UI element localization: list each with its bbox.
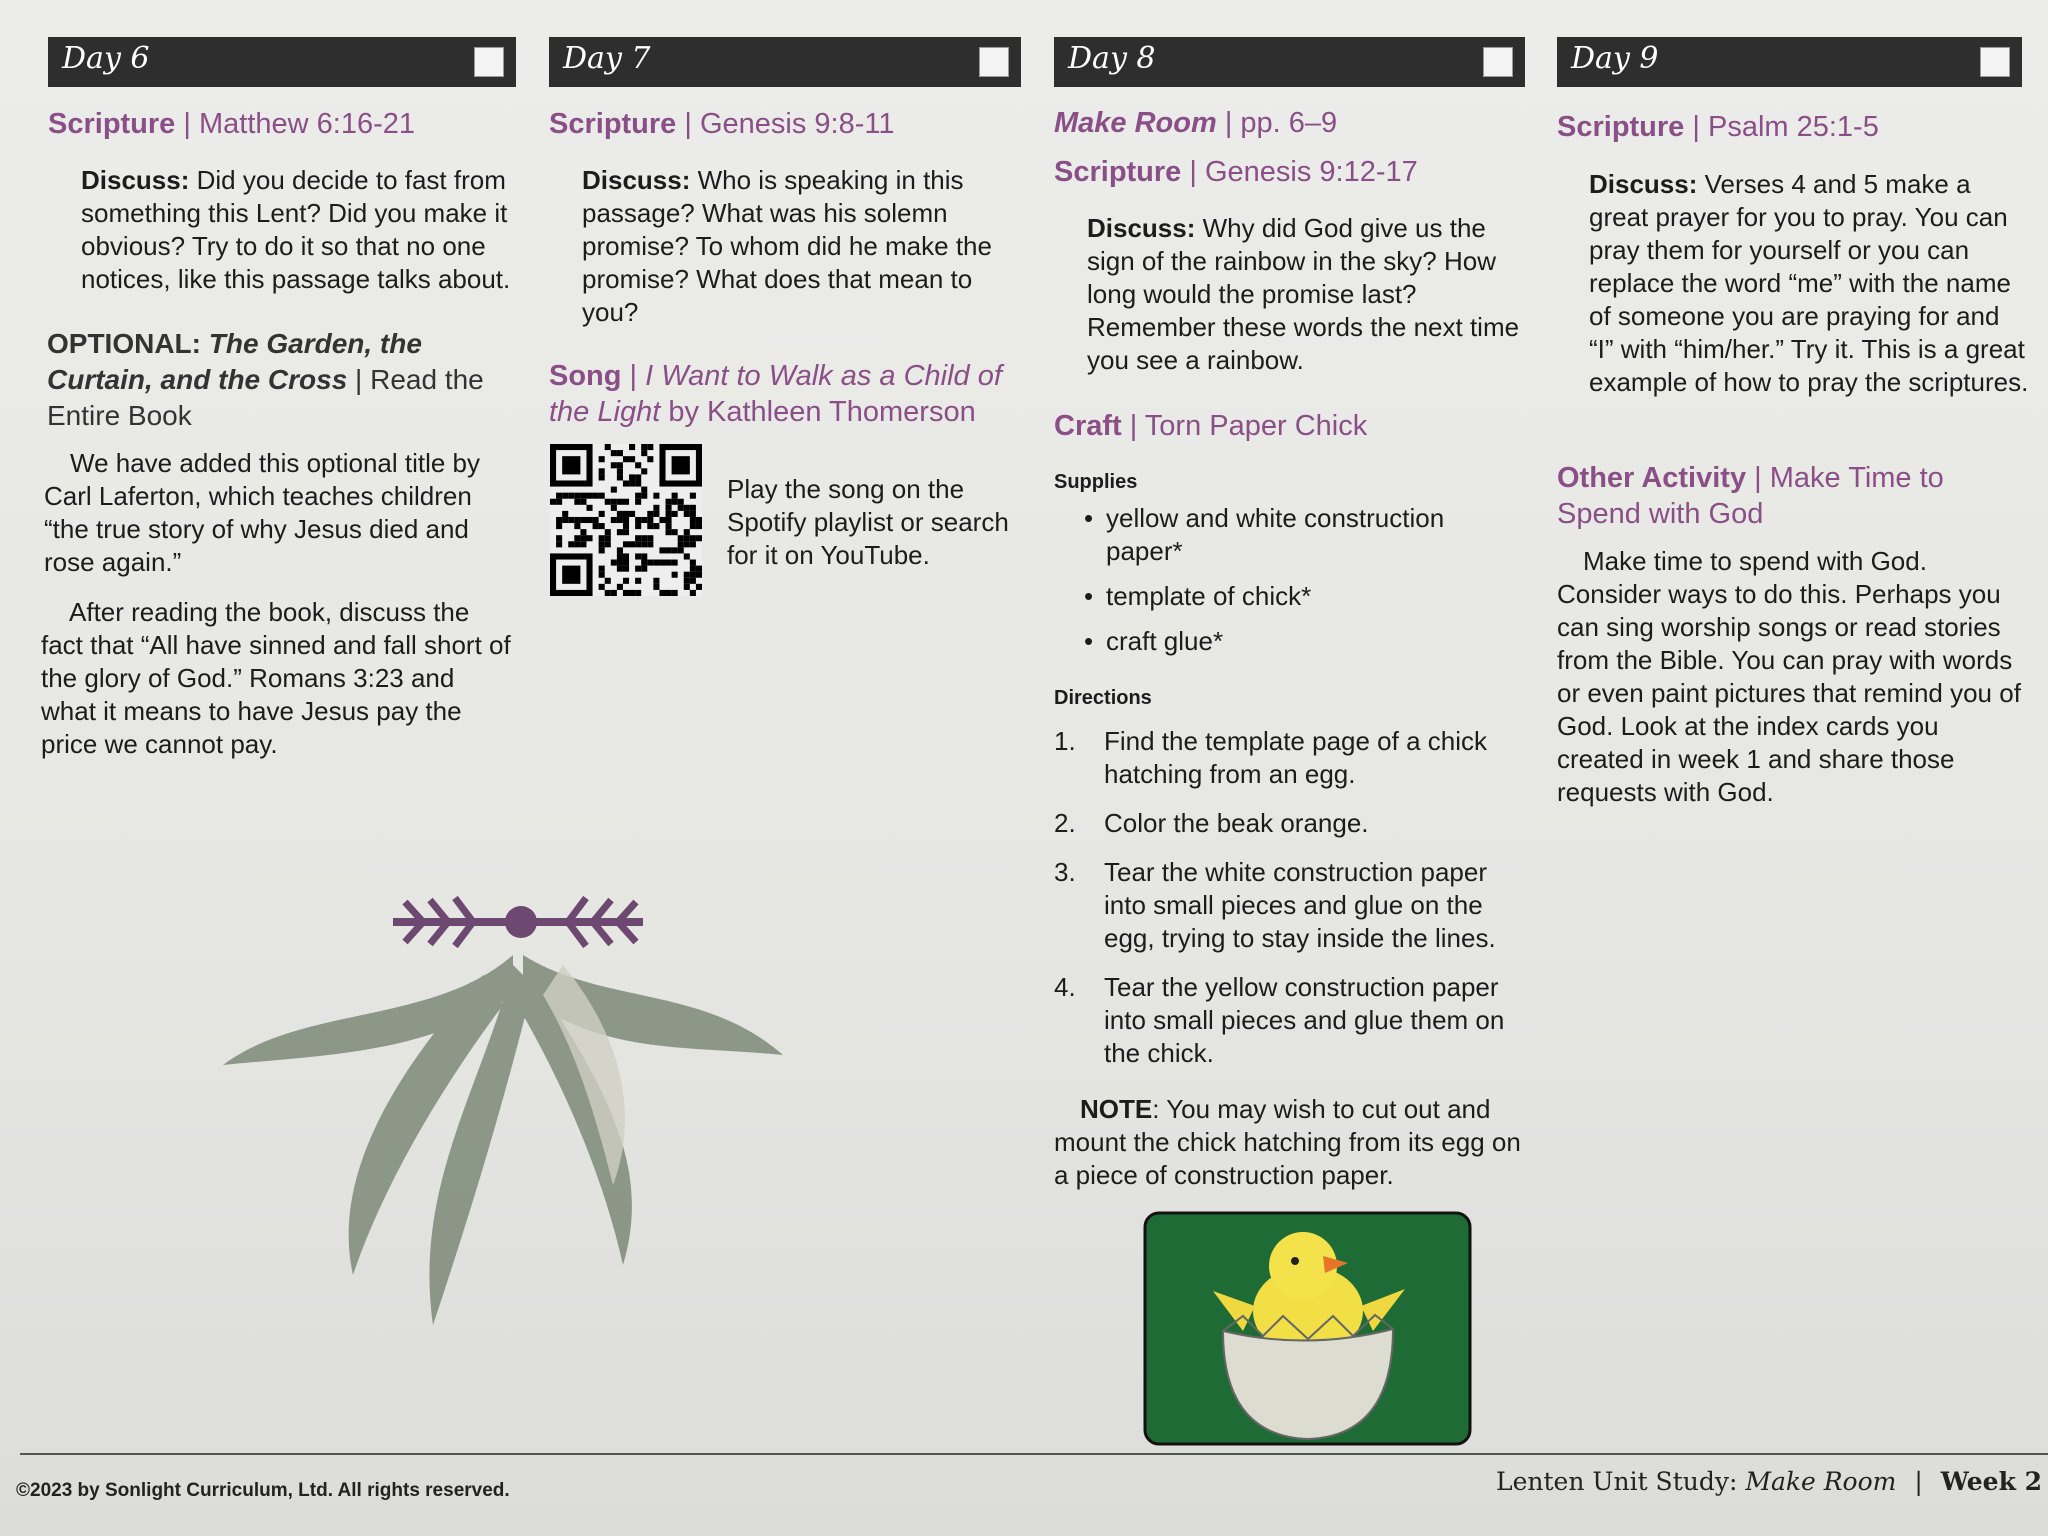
week-label: Week 2: [1940, 1467, 2042, 1496]
separator: |: [1914, 1467, 1923, 1496]
number: 4.: [1054, 972, 1076, 1002]
text: : You may wish to cut out and mount the chick hatching from its egg on a piece of construction paper.: [1054, 1094, 1521, 1190]
number: 2.: [1054, 808, 1076, 838]
song-heading: Song | I Want to Walk as a Child of the Light by Kathleen Thomerson: [549, 360, 1002, 428]
text: Find the template page of a chick hatching from an egg.: [1104, 726, 1488, 789]
other-activity-heading: Other Activity | Make Time to Spend with God: [1557, 462, 1944, 530]
qr-instructions: Play the song on the Spotify playlist or search for it on YouTube.: [727, 474, 1009, 570]
author: by Kathleen Thomerson: [668, 396, 976, 428]
title: The Garden, the Curtain, and the Cross: [47, 328, 422, 395]
footer-title: [1496, 1465, 2042, 1498]
checkbox[interactable]: [979, 47, 1009, 77]
directions-label: Directions: [1054, 687, 1152, 709]
label: NOTE: [1080, 1094, 1153, 1124]
number: 1.: [1054, 726, 1076, 756]
scripture-heading: Scripture | Genesis 9:12-17: [1054, 156, 1418, 188]
directions-list: [1054, 725, 1534, 1086]
list-item: [1054, 725, 1534, 791]
day-label: Day 8: [1068, 41, 1156, 76]
text: Color the beak orange.: [1104, 808, 1369, 838]
text: Tear the yellow construction paper into small pieces and glue them on the chick.: [1104, 972, 1505, 1068]
qr-code-icon[interactable]: [549, 444, 703, 596]
day-label: Day 6: [62, 41, 150, 76]
copyright: ©2023 by Sonlight Curriculum, Ltd. All rights reserved.: [16, 1480, 510, 1501]
list-item: • craft glue*: [1054, 625, 1484, 658]
scripture-heading: Scripture | Genesis 9:8-11: [549, 108, 895, 140]
day-9-header: [1557, 37, 2022, 87]
label: Craft: [1054, 410, 1122, 442]
pages: pp. 6–9: [1240, 107, 1338, 139]
discuss: [81, 164, 521, 296]
checkbox[interactable]: [474, 47, 504, 77]
text: Who is speaking in this passage? What was his solemn promise? To whom did he make the promise? What does that mean to you?: [582, 165, 992, 327]
checkbox[interactable]: [1483, 47, 1513, 77]
scripture-heading: Scripture | Psalm 25:1-5: [1557, 111, 1879, 143]
botanical-decoration-icon: [183, 885, 843, 1335]
list-item: [1054, 807, 1534, 840]
discuss: [1589, 168, 2029, 399]
note: [1054, 1093, 1524, 1192]
study-label: Lenten Unit Study:: [1496, 1467, 1746, 1496]
ref: Genesis 9:8-11: [699, 108, 895, 140]
list-item: • template of chick*: [1054, 580, 1484, 613]
list-item: • yellow and white construction paper*: [1054, 502, 1484, 568]
study-title: Make Room: [1745, 1467, 1897, 1496]
chick-craft-image: [1143, 1211, 1472, 1446]
supplies-label: Supplies: [1054, 471, 1138, 493]
title: Torn Paper Chick: [1144, 410, 1368, 442]
label: Discuss:: [81, 165, 190, 195]
text: Why did God give us the sign of the rainbow in the sky? How long would the promise last? Remember these words the next time you see a rainbow.: [1087, 213, 1520, 375]
label: Scripture: [1557, 111, 1685, 143]
label: Discuss:: [1087, 213, 1196, 243]
discuss: [1087, 212, 1527, 377]
day-8-header: [1054, 37, 1525, 87]
optional-heading: OPTIONAL: The Garden, the Curtain, and the Cross | Read the Entire Book: [47, 328, 484, 431]
text: Verses 4 and 5 make a great prayer for you to pray. You can pray them for yourself or you can replace the word “me” with the name of someone you are praying for and “I” with “him/her.” Try it. This is a great example of how to pray the scriptures.: [1589, 169, 2029, 397]
craft-heading: Craft | Torn Paper Chick: [1054, 410, 1368, 442]
day-label: Day 7: [563, 41, 651, 76]
checkbox[interactable]: [1980, 47, 2010, 77]
list-item: [1054, 971, 1534, 1070]
scripture-heading: Scripture | Matthew 6:16-21: [48, 108, 416, 140]
title: I Want to Walk as a Child of the Light: [549, 360, 1002, 428]
paragraph: After reading the book, discuss the fact that “All have sinned and fall short of the glory of God.” Romans 3:23 and what it means to have Jesus pay the price we cannot pay.: [41, 597, 511, 759]
paragraph: We have added this optional title by Carl Laferton, which teaches children “the true story of why Jesus died and rose again.”: [44, 448, 481, 577]
label: Discuss:: [1589, 169, 1698, 199]
number: 3.: [1054, 857, 1076, 887]
label: Scripture: [48, 108, 176, 140]
label: OPTIONAL:: [47, 328, 201, 359]
ref: Matthew 6:16-21: [199, 108, 416, 140]
label: Scripture: [1054, 156, 1182, 188]
label: Make Room: [1054, 107, 1217, 139]
label: Other Activity: [1557, 462, 1747, 494]
discuss: [582, 164, 1022, 329]
label: Discuss:: [582, 165, 691, 195]
title: Make Time to Spend with God: [1557, 462, 1944, 530]
footer-divider: [20, 1453, 2048, 1455]
paragraph: Make time to spend with God. Consider ways to do this. Perhaps you can sing worship songs or read stories from the Bible. You can pray with words or even paint pictures that remind you of God. Look at the index cards you created in week 1 and share those requests with God.: [1557, 546, 2021, 807]
ref: Psalm 25:1-5: [1707, 111, 1879, 143]
list-item: [1054, 856, 1534, 955]
supplies-list: [1054, 502, 1484, 670]
rest: Read the Entire Book: [47, 364, 484, 431]
text: Tear the white construction paper into small pieces and glue on the egg, trying to stay inside the lines.: [1104, 857, 1496, 953]
make-room-heading: Make Room | pp. 6–9: [1054, 107, 1338, 139]
label: Scripture: [549, 108, 677, 140]
day-6-header: [48, 37, 516, 87]
day-label: Day 9: [1571, 41, 1659, 76]
day-7-header: [549, 37, 1021, 87]
label: Song: [549, 360, 622, 392]
text: Did you decide to fast from something this Lent? Did you make it obvious? Try to do it so that no one notices, like this passage talks about.: [81, 165, 511, 294]
ref: Genesis 9:12-17: [1204, 156, 1418, 188]
